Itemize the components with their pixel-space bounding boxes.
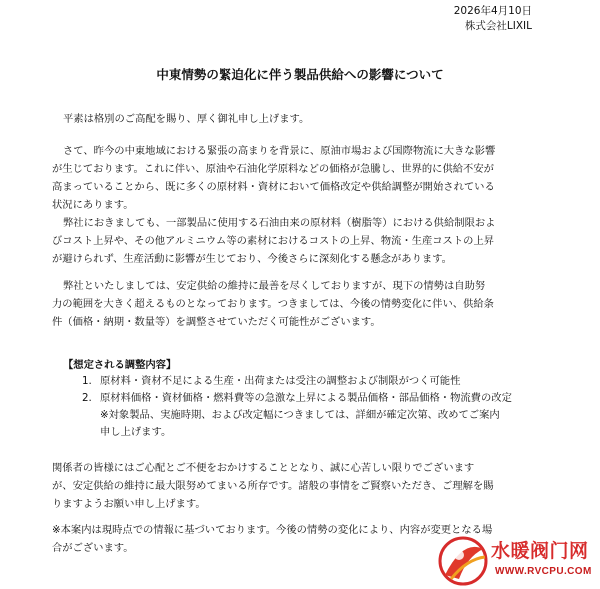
situation-paragraph: さて、昨今の中東地域における緊張の高まりを背景に、原油市場および国際物流に大きな影響 が生じております。これに伴い、原油や石油化学原料などの価格が急騰し、世界的に供給不安が 高まっていることから、既に多くの原材料・資材において価格改定や供給調整が開始されている 状況にあります。	[52, 145, 496, 211]
watermark-site-name: 水暖阀门网	[491, 540, 589, 562]
company-name: 株式会社LIXIL	[464, 20, 532, 32]
list-item-number: 1.	[82, 375, 92, 387]
site-watermark	[435, 533, 600, 589]
footnote: ※本案内は現時点での情報に基づいております。今後の情勢の変化により、内容が変更となる場 合がございます。	[52, 524, 493, 554]
document-title: 中東情勢の緊迫化に伴う製品供給への影響について	[156, 67, 444, 82]
impact-paragraph: 弊社におきましても、一部製品に使用する石油由来の原材料（樹脂等）における供給制限およ びコスト上昇や、その他アルミニウム等の素材におけるコストの上昇、物流・生産コストの上昇 が避けられず、生産活動に影響が生じており、今後さらに深刻化する懸念があります。	[52, 217, 496, 265]
list-item-text: 原材料価格・資材価格・燃料費等の急激な上昇による製品価格・部品価格・物流費の改定	[100, 392, 512, 404]
closing-paragraph: 関係者の皆様にはご心配とご不便をおかけすることとなり、誠に心苦しい限りでございます が、安定供給の維持に最大限努めてまいる所存です。諸般の事情をご賢察いただき、ご理解を賜 りますようお願い申し上げます。	[52, 462, 494, 510]
policy-paragraph: 弊社といたしましては、安定供給の維持に最善を尽くしておりますが、現下の情勢は自助努 力の範囲を大きく超えるものとなっております。つきましては、今後の情勢変化に伴い、供給条 件（価格・納期・数量等）を調整させていただく可能性がございます。	[52, 280, 494, 328]
list-item	[52, 373, 552, 390]
greeting-paragraph: 平素は格別のご高配を賜り、厚く御礼申し上げます。	[63, 113, 310, 125]
watermark-logo-icon	[437, 535, 489, 587]
adjustments-heading: 【想定される調整内容】	[63, 359, 177, 371]
list-item-note: ※対象製品、実施時期、および改定幅につきましては、詳細が確定次第、改めてご案内 申し上げます。	[100, 409, 500, 438]
watermark-site-url: WWW.RVCPU.COM	[495, 566, 592, 577]
list-item	[52, 390, 552, 441]
list-item-number: 2.	[82, 392, 92, 404]
document-date: 2026年4月10日	[453, 5, 532, 17]
list-item-text: 原材料・資材不足による生産・出荷または受注の調整および制限がつく可能性	[100, 375, 461, 387]
adjustments-list	[52, 373, 552, 441]
